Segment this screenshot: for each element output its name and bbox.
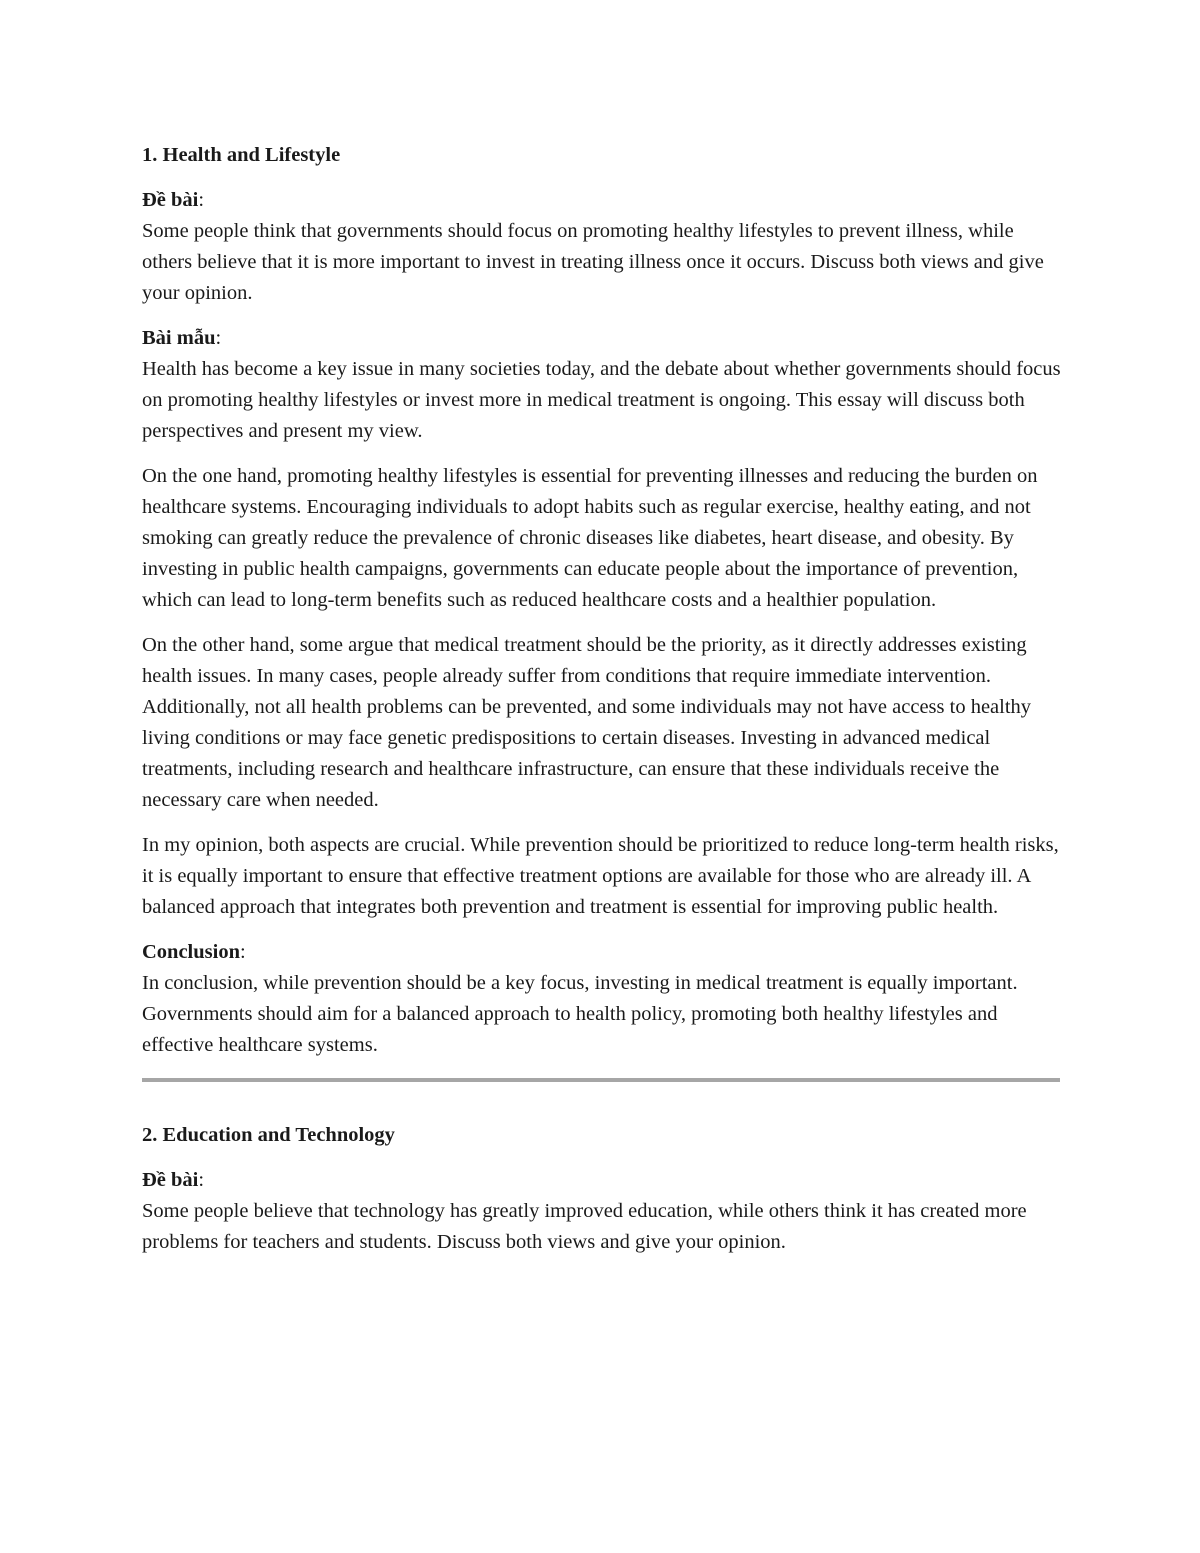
sample-block (142, 323, 1062, 447)
body-paragraph: On the one hand, promoting healthy lifestyles is essential for preventing illnesses and reducing the burden on healthcare systems. Encouraging individuals to adopt habits such as regular exercise, healthy eating, and not smoking can greatly reduce the prevalence of chronic diseases like diabetes, heart disease, and obesity. By investing in public health campaigns, governments can educate people about the importance of prevention, which can lead to long-term benefits such as reduced healthcare costs and a healthier population. (142, 465, 1038, 611)
prompt-text: Some people think that governments should focus on promoting healthy lifestyles to prevent illness, while others believe that it is more important to invest in treating illness once it occurs. Discuss both views and give your opinion. (142, 220, 1044, 304)
prompt-label: Đề bài (142, 189, 199, 211)
conclusion-text: In conclusion, while prevention should be a key focus, investing in medical treatment is equally important. Governments should aim for a balanced approach to health policy, promoting both healthy lifestyles and effective healthcare systems. (142, 972, 1018, 1056)
sample-heading (142, 323, 1062, 354)
prompt-block (142, 1165, 1062, 1258)
prompt-label: Đề bài (142, 1169, 199, 1191)
body-paragraph: In my opinion, both aspects are crucial. While prevention should be prioritized to reduce long-term health risks, it is equally important to ensure that effective treatment options are available for those who are already ill. A balanced approach that integrates both prevention and treatment is essential for improving public health. (142, 834, 1059, 918)
section-title: 1. Health and Lifestyle (142, 144, 341, 166)
conclusion-heading (142, 937, 1062, 968)
conclusion-label-colon: : (239, 941, 246, 963)
prompt-text: Some people believe that technology has greatly improved education, while others think it has created more problems for teachers and students. Discuss both views and give your opinion. (142, 1200, 1027, 1253)
prompt-label-colon: : (198, 189, 205, 211)
sample-label-colon: : (215, 327, 222, 349)
document-page (142, 140, 1062, 1272)
essay-section-education (142, 1120, 1062, 1258)
conclusion-label: Conclusion (142, 941, 240, 963)
prompt-heading (142, 185, 1062, 216)
essay-section-health (142, 140, 1062, 1061)
section-title: 2. Education and Technology (142, 1124, 395, 1146)
prompt-heading (142, 1165, 1062, 1196)
section-divider (142, 1078, 1060, 1082)
sample-intro: Health has become a key issue in many societies today, and the debate about whether governments should focus on promoting healthy lifestyles or invest more in medical treatment is ongoing. This essay will discuss both perspectives and present my view. (142, 358, 1061, 442)
sample-label: Bài mẫu (142, 327, 216, 349)
body-paragraph: On the other hand, some argue that medical treatment should be the priority, as it directly addresses existing health issues. In many cases, people already suffer from conditions that require immediate intervention. Additionally, not all health problems can be prevented, and some individuals may not have access to healthy living conditions or may face genetic predispositions to certain diseases. Investing in advanced medical treatments, including research and healthcare infrastructure, can ensure that these individuals receive the necessary care when needed. (142, 634, 1032, 811)
prompt-block (142, 185, 1062, 309)
prompt-label-colon: : (198, 1169, 205, 1191)
conclusion-block (142, 937, 1062, 1061)
